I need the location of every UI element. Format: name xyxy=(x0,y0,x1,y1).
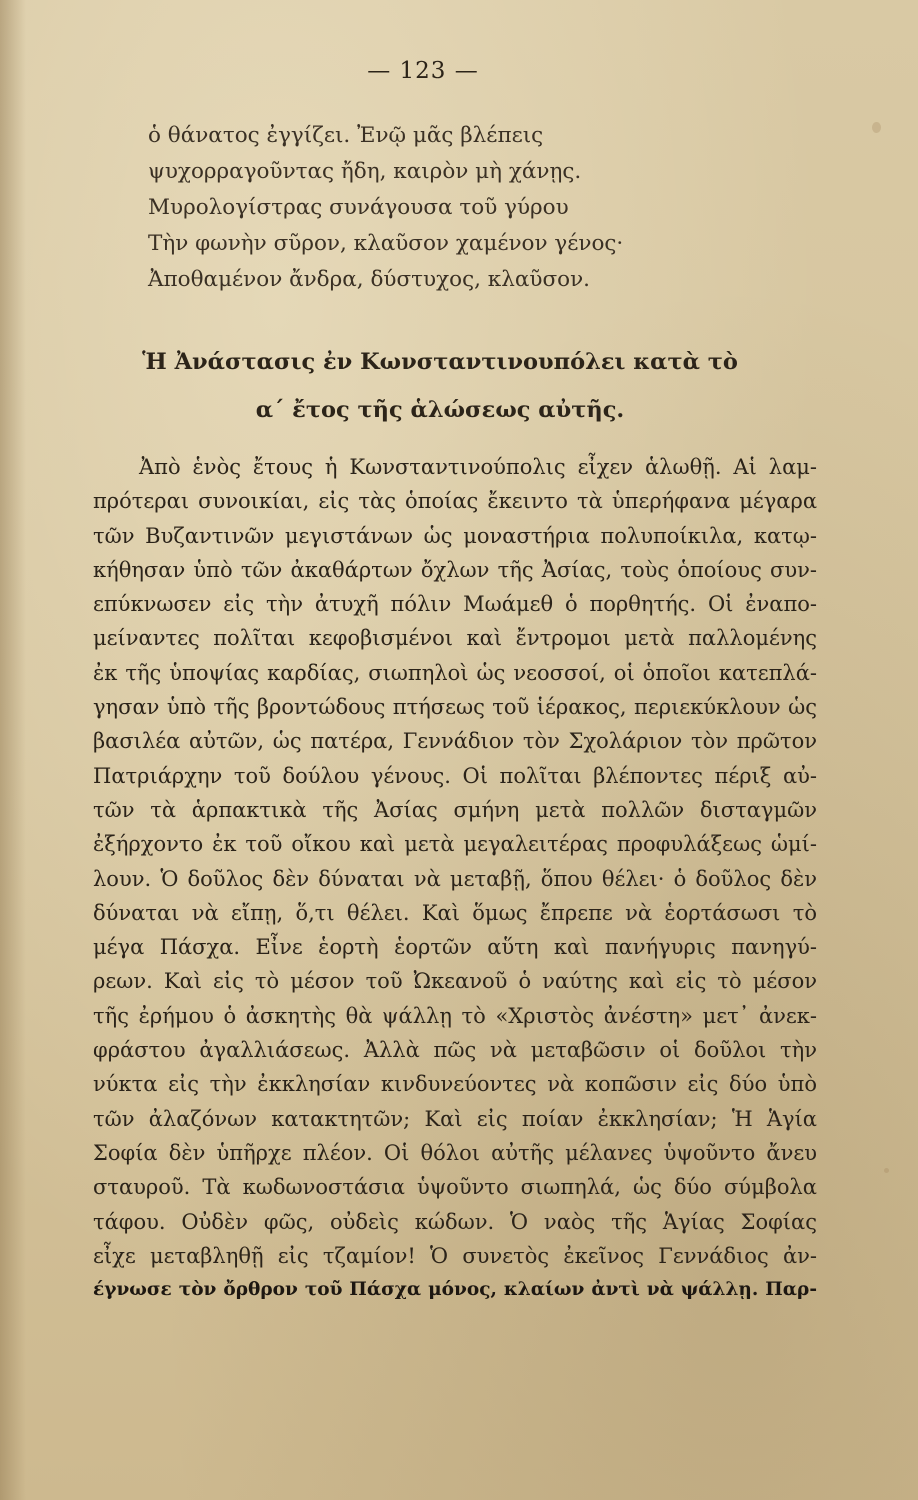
poem-line: Ἀποθαμένον ἄνδρα, δύστυχος, κλαῦσον. xyxy=(148,267,590,292)
body-line: Σοφία δὲν ὑπῆρχε πλέον. Οἱ θόλοι αὐτῆς μέλανες ὑψοῦντο ἄνευ xyxy=(93,1140,817,1165)
body-line: τῶν ἀλαζόνων κατακτητῶν; Καὶ εἰς ποίαν ἐκκλησίαν; Ἡ Ἁγία xyxy=(93,1106,817,1131)
poem-line: Τὴν φωνὴν σῦρον, κλαῦσον χαμένον γένος· xyxy=(148,231,624,256)
body-line: τῆς ἐρήμου ὁ ἀσκητὴς θὰ ψάλλῃ τὸ «Χριστὸς ἀνέστη» μετ᾽ ἀνεκ- xyxy=(93,1003,817,1028)
poem-stanza xyxy=(148,118,788,298)
body-line: μείναντες πολῖται κεφοβισμένοι καὶ ἔντρομοι μετὰ παλλομένης xyxy=(93,626,817,651)
body-line: δύναται νὰ εἴπῃ, ὅ,τι θέλει. Καὶ ὅμως ἔπρεπε νὰ ἑορτάσωσι τὸ xyxy=(93,900,817,925)
section-heading xyxy=(60,338,820,434)
body-line: πρότεραι συνοικίαι, εἰς τὰς ὁποίας ἔκειντο τὰ ὑπερήφανα μέγαρα xyxy=(93,489,817,514)
body-line: βασιλέα αὐτῶν, ὡς πατέρα, Γεννάδιον τὸν Σχολάριον τὸν πρῶτον xyxy=(93,729,817,754)
page-number: — 123 — xyxy=(367,58,479,84)
body-line: έγνωσε τὸν ὄρθρον τοῦ Πάσχα μόνος, κλαίων ἀντὶ νὰ ψάλλῃ. Παρ- xyxy=(93,1279,817,1301)
body-line: ρεων. Καὶ εἰς τὸ μέσον τοῦ Ὠκεανοῦ ὁ ναύτης καὶ εἰς τὸ μέσον xyxy=(93,969,817,994)
heading-line: α΄ ἔτος τῆς ἁλώσεως αὐτῆς. xyxy=(255,397,625,423)
body-line: Πατριάρχην τοῦ δούλου γένους. Οἱ πολῖται βλέποντες πέριξ αὐ- xyxy=(93,763,817,788)
body-line: Ἀπὸ ἑνὸς ἔτους ἡ Κωνσταντινούπολις εἶχεν ἁλωθῇ. Αἱ λαμ- xyxy=(139,455,817,479)
body-line: σταυροῦ. Τὰ κωδωνοστάσια ὑψοῦντο σιωπηλά, ὡς δύο σύμβολα xyxy=(93,1175,817,1200)
body-line: λουν. Ὁ δοῦλος δὲν δύναται νὰ μεταβῇ, ὅπου θέλει· ὁ δοῦλος δὲν xyxy=(93,866,817,891)
body-line: φράστου ἀγαλλιάσεως. Ἀλλὰ πῶς νὰ μεταβῶσιν οἱ δοῦλοι τὴν xyxy=(93,1038,817,1063)
poem-line: Μυρολογίστρας συνάγουσα τοῦ γύρου xyxy=(148,195,569,220)
heading-line: Ἡ Ἀνάστασις ἐν Κωνσταντινουπόλει κατὰ τὸ xyxy=(142,349,738,375)
body-line: κήθησαν ὑπὸ τῶν ἀκαθάρτων ὄχλων τῆς Ἀσίας, τοὺς ὁποίους συν- xyxy=(93,557,817,582)
poem-line: ψυχορραγοῦντας ἤδη, καιρὸν μὴ χάνῃς. xyxy=(148,159,582,184)
paper-stain xyxy=(872,122,881,133)
body-line: εἶχε μεταβληθῇ εἰς τζαμίον! Ὁ συνετὸς ἐκεῖνος Γεννάδιος ἀν- xyxy=(93,1243,817,1268)
page-binding-shadow xyxy=(0,0,26,1500)
body-line: νύκτα εἰς τὴν ἐκκλησίαν κινδυνεύοντες νὰ κοπῶσιν εἰς δύο ὑπὸ xyxy=(93,1072,817,1097)
body-paragraph xyxy=(93,450,817,1307)
body-line: τῶν τὰ ἁρπακτικὰ τῆς Ἀσίας σμήνη μετὰ πολλῶν δισταγμῶν xyxy=(93,797,817,822)
poem-line: ὁ θάνατος ἐγγίζει. Ἐνῷ μᾶς βλέπεις xyxy=(148,123,544,148)
body-line: μέγα Πάσχα. Εἶνε ἑορτὴ ἑορτῶν αὕτη καὶ πανήγυρις πανηγύ- xyxy=(93,935,817,960)
body-line: τάφου. Οὐδὲν φῶς, οὐδεὶς κώδων. Ὁ ναὸς τῆς Ἁγίας Σοφίας xyxy=(93,1209,817,1234)
body-line: τῶν Βυζαντινῶν μεγιστάνων ὡς μοναστήρια πολυποίκιλα, κατῳ- xyxy=(93,523,817,548)
body-line: γησαν ὑπὸ τῆς βροντώδους πτήσεως τοῦ ἱέρακος, περιεκύκλουν ὡς xyxy=(93,695,817,720)
body-line: επύκνωσεν εἰς τὴν ἀτυχῆ πόλιν Μωάμεθ ὁ πορθητής. Οἱ ἐναπο- xyxy=(93,592,817,617)
paper-stain xyxy=(884,1168,889,1173)
body-line: ἐξήρχοντο ἐκ τοῦ οἴκου καὶ μετὰ μεγαλειτέρας προφυλάξεως ὡμί- xyxy=(93,832,817,857)
body-line: ἐκ τῆς ὑποψίας καρδίας, σιωπηλοὶ ὡς νεοσσοί, οἱ ὁποῖοι κατεπλά- xyxy=(93,660,817,685)
